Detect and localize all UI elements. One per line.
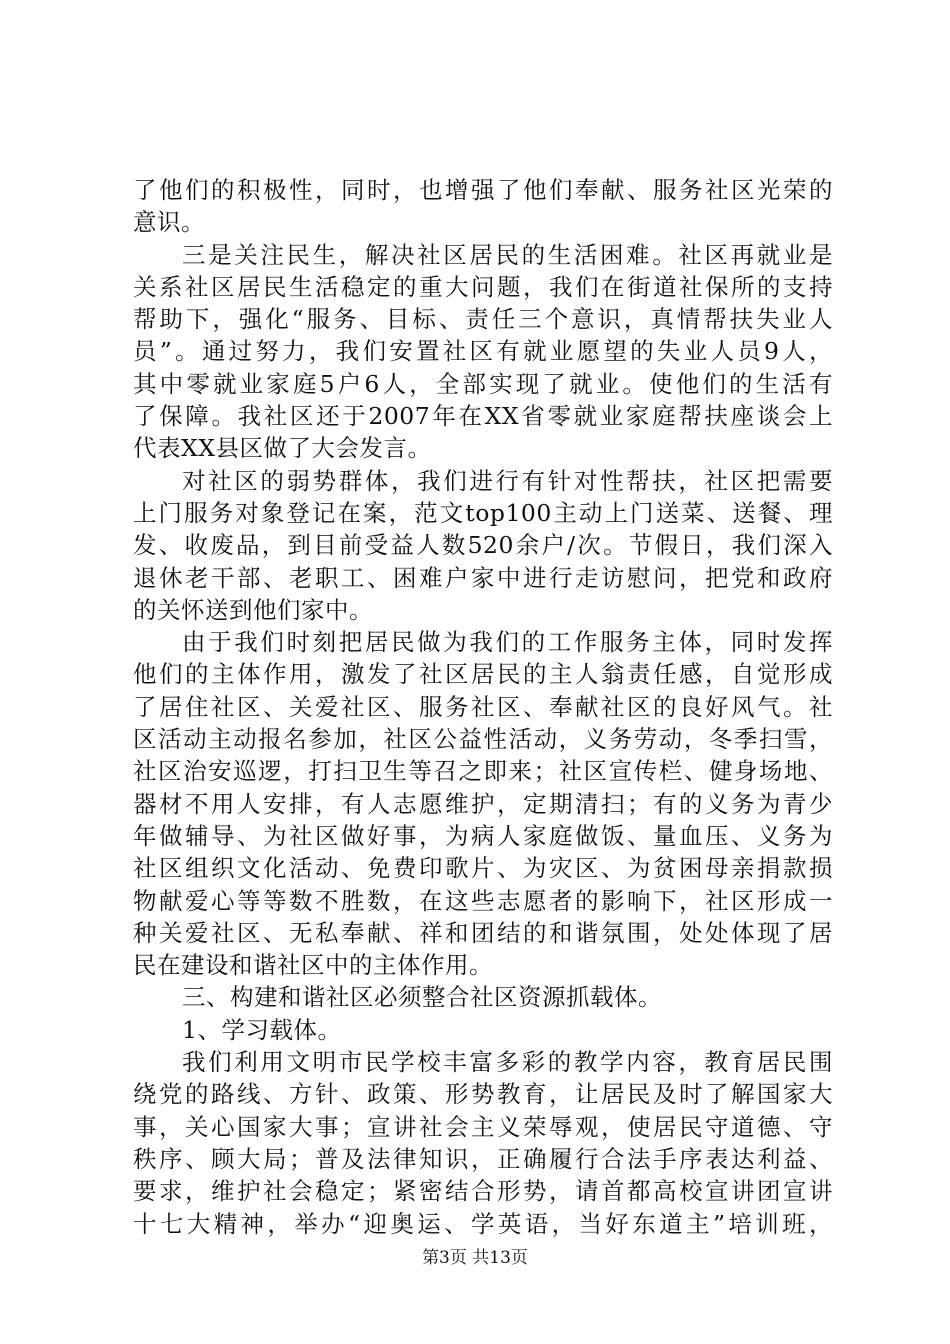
text-line: 对社区的弱势群体，我们进行有针对性帮扶，社区把需要 (182, 466, 833, 495)
text-line: 种关爱社区、无私奉献、祥和团结的和谐氛围，处处体现了居 (133, 918, 833, 947)
text-line: 了保障。我社区还于2007年在XX省零就业家庭帮扶座谈会上 (133, 402, 833, 431)
text-line: 意识。 (133, 208, 205, 237)
text-line: 社区组织文化活动、免费印歌片、为灾区、为贫困母亲捐款损 (133, 854, 833, 883)
text-line: 十七大精神，举办“迎奥运、学英语，当好东道主”培训班， (133, 1209, 833, 1238)
text-line: 他们的主体作用，激发了社区居民的主人翁责任感，自觉形成 (133, 660, 833, 689)
text-line: 年做辅导、为社区做好事，为病人家庭做饭、量血压、义务为 (133, 821, 833, 850)
text-line: 其中零就业家庭5户6人，全部实现了就业。使他们的生活有 (133, 369, 833, 398)
text-line: 了他们的积极性，同时，也增强了他们奉献、服务社区光荣的 (133, 176, 833, 204)
text-line: 的关怀送到他们家中。 (133, 595, 373, 624)
text-line: 帮助下，强化“服务、目标、责任三个意识，真情帮扶失业人 (133, 305, 833, 334)
text-line: 三、构建和谐社区必须整合社区资源抓载体。 (182, 983, 662, 1012)
text-line: 1、学习载体。 (182, 1015, 342, 1044)
text-line: 物献爱心等等数不胜数，在这些志愿者的影响下，社区形成一 (133, 886, 833, 915)
text-line: 我们利用文明市民学校丰富多彩的教学内容，教育居民围 (182, 1048, 833, 1077)
text-line: 事，关心国家大事；宣讲社会主义荣辱观，使居民守道德、守 (133, 1112, 833, 1141)
text-line: 绕党的路线、方针、政策、形势教育，让居民及时了解国家大 (133, 1080, 833, 1109)
text-line: 了居住社区、关爱社区、服务社区、奉献社区的良好风气。社 (133, 692, 833, 721)
text-line: 上门服务对象登记在案，范文top100主动上门送菜、送餐、理 (133, 498, 833, 527)
text-line: 社区治安巡逻，打扫卫生等召之即来；社区宣传栏、健身场地、 (133, 757, 833, 786)
text-line: 三是关注民生，解决社区居民的生活困难。社区再就业是 (182, 240, 833, 269)
text-line: 代表XX县区做了大会发言。 (133, 434, 432, 463)
text-line: 民在建设和谐社区中的主体作用。 (133, 951, 493, 980)
text-line: 区活动主动报名参加，社区公益性活动，义务劳动，冬季扫雪， (133, 725, 833, 754)
text-line: 退休老干部、老职工、困难户家中进行走访慰问，把党和政府 (133, 563, 833, 592)
text-line: 由于我们时刻把居民做为我们的工作服务主体，同时发挥 (182, 628, 833, 657)
text-line: 关系社区居民生活稳定的重大问题，我们在街道社保所的支持 (133, 272, 833, 301)
text-line: 器材不用人安排，有人志愿维护，定期清扫；有的义务为青少 (133, 789, 833, 818)
text-line: 秩序、顾大局；普及法律知识，正确履行合法手序表达利益、 (133, 1144, 833, 1173)
text-line: 员”。通过努力，我们安置社区有就业愿望的失业人员9人， (133, 337, 833, 366)
document-body (133, 174, 833, 1240)
page-footer: 第3页 共13页 (422, 1248, 528, 1268)
text-line: 要求，维护社会稳定；紧密结合形势，请首都高校宣讲团宣讲 (133, 1177, 833, 1206)
text-line: 发、收废品，到目前受益人数520余户/次。节假日，我们深入 (133, 531, 833, 560)
